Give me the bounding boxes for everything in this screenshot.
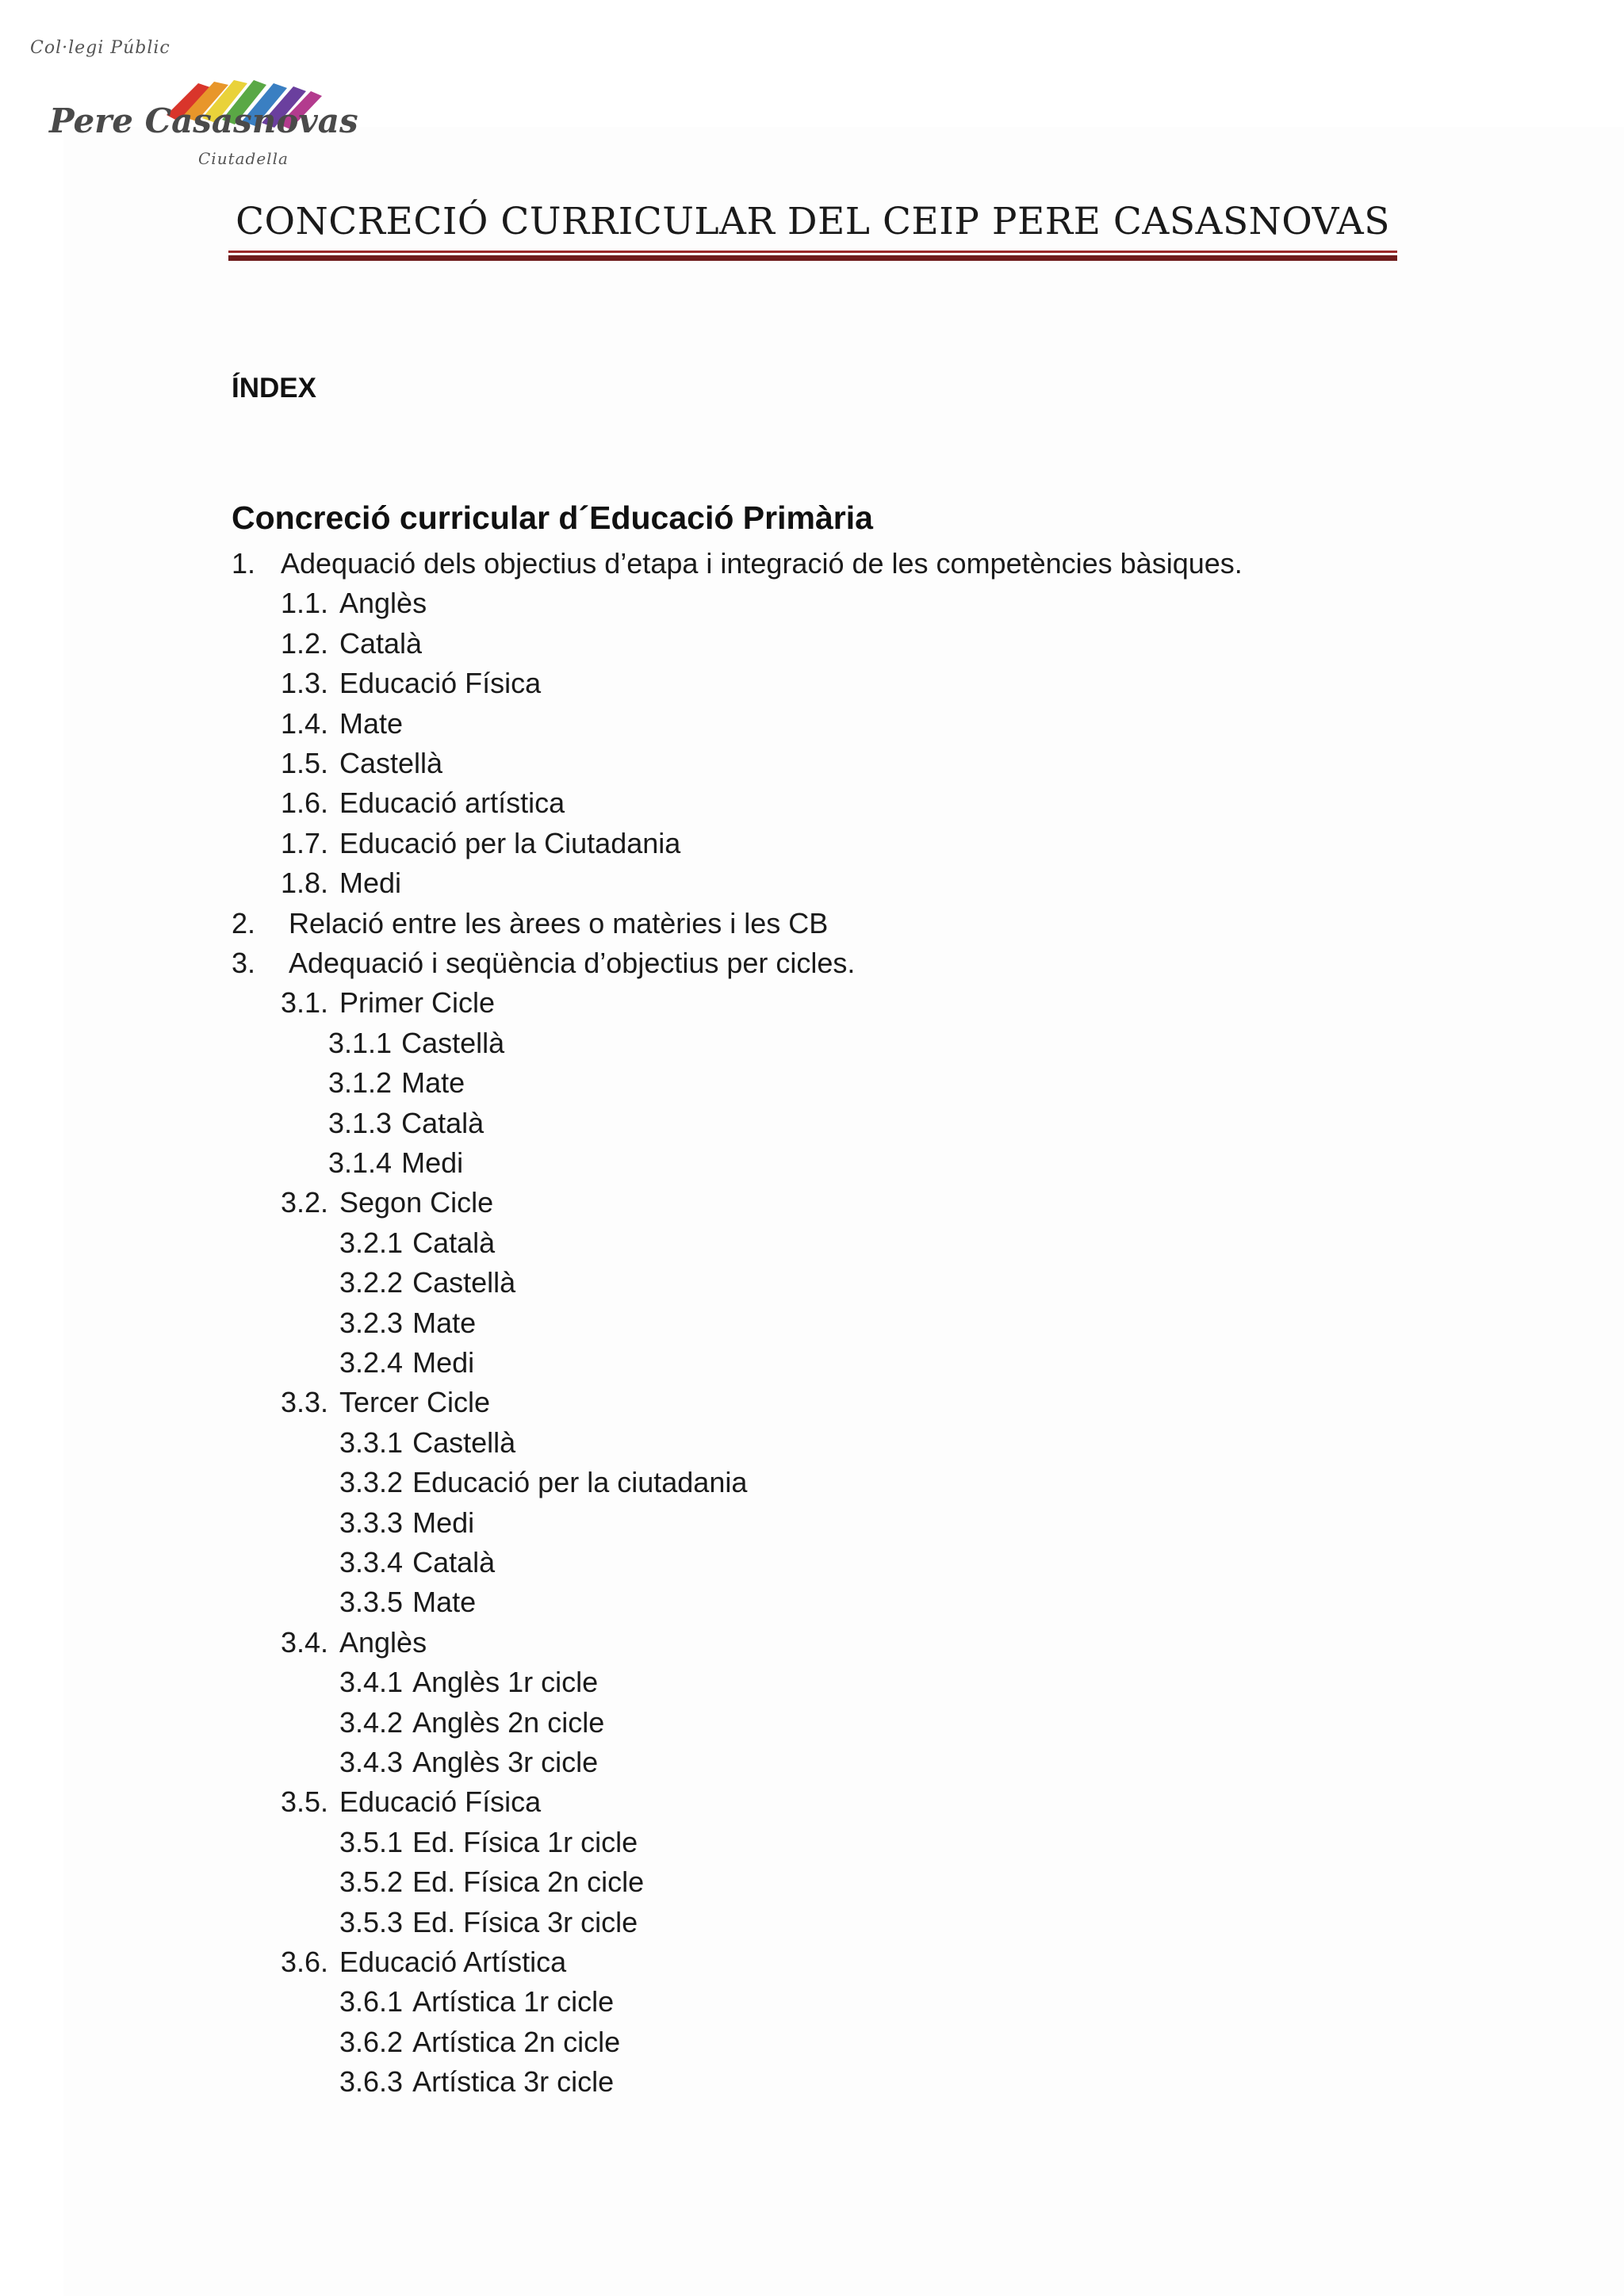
toc-entry-number: 3.3.3 bbox=[339, 1506, 404, 1539]
toc-entry bbox=[339, 1903, 638, 1942]
toc-entry-number: 3.4.3 bbox=[339, 1746, 404, 1778]
toc-entry-label: Educació artística bbox=[339, 786, 565, 820]
toc-entry bbox=[281, 1782, 541, 1822]
toc-entry bbox=[339, 1982, 614, 2022]
school-logo bbox=[24, 32, 358, 174]
toc-entry-label: Castellà bbox=[412, 1266, 516, 1299]
toc-entry bbox=[339, 1463, 747, 1502]
toc-entry bbox=[232, 943, 855, 983]
toc-entry-label: Educació per la ciutadania bbox=[412, 1466, 748, 1499]
toc-entry-label: Artística 3r cicle bbox=[412, 2065, 615, 2099]
toc-entry-label: Anglès bbox=[339, 1625, 427, 1659]
toc-entry-number: 3.4.1 bbox=[339, 1666, 404, 1699]
toc-entry-label: Català bbox=[401, 1106, 485, 1139]
toc-entry-label: Mate bbox=[339, 706, 404, 740]
toc-entry bbox=[328, 1104, 484, 1143]
toc-entry bbox=[339, 1543, 495, 1582]
document-title: CONCRECIÓ CURRICULAR DEL CEIP PERE CASASNOVAS bbox=[236, 200, 1390, 243]
toc-entry-number: 1.6. bbox=[281, 786, 329, 820]
toc-entry-label: Adequació i seqüència d’objectius per cicles. bbox=[289, 947, 856, 979]
toc-entry-label: Castellà bbox=[412, 1425, 516, 1459]
toc-entry-number: 3.6.3 bbox=[339, 2065, 404, 2099]
toc-entry-label: Educació per la Ciutadania bbox=[339, 826, 681, 859]
toc-entry bbox=[328, 1143, 463, 1183]
logo-main-text: Pere Casasnovas bbox=[49, 101, 358, 140]
toc-entry-label: Anglès bbox=[339, 587, 427, 620]
toc-entry-number: 3.5.3 bbox=[339, 1905, 404, 1938]
toc-entry bbox=[232, 544, 1243, 584]
toc-entry-label: Anglès 3r cicle bbox=[412, 1746, 599, 1778]
toc-entry-number: 3.3.2 bbox=[339, 1466, 404, 1499]
toc-entry-number: 3.1.4 bbox=[328, 1146, 393, 1179]
toc-entry-label: Primer Cicle bbox=[339, 986, 496, 1020]
toc-entry-number: 1.7. bbox=[281, 826, 329, 859]
toc-entry-number: 3.6. bbox=[281, 1946, 329, 1978]
toc-entry-number: 1. bbox=[232, 547, 256, 580]
toc-entry bbox=[281, 983, 495, 1023]
toc-entry-number: 3.6.1 bbox=[339, 1985, 404, 2019]
toc-entry-number: 3.1.1 bbox=[328, 1026, 393, 1059]
toc-entry-number: 1.8. bbox=[281, 867, 329, 900]
toc-entry-number: 3.2.3 bbox=[339, 1306, 404, 1339]
toc-entry bbox=[281, 1623, 427, 1663]
toc-entry bbox=[339, 1582, 476, 1622]
toc-entry bbox=[339, 1503, 474, 1543]
toc-entry-label: Segon Cicle bbox=[339, 1186, 494, 1219]
toc-entry-number: 3.4.2 bbox=[339, 1705, 404, 1739]
toc-entry bbox=[328, 1024, 504, 1063]
toc-entry bbox=[281, 1183, 493, 1223]
toc-entry-label: Ed. Física 3r cicle bbox=[412, 1905, 638, 1938]
logo-sub-text: Ciutadella bbox=[198, 149, 289, 168]
toc-entry-label: Tercer Cicle bbox=[339, 1386, 491, 1419]
toc-entry bbox=[328, 1063, 465, 1103]
toc-entry-number: 3.3. bbox=[281, 1386, 329, 1419]
toc-entry bbox=[281, 704, 403, 744]
toc-entry-label: Ed. Física 2n cicle bbox=[412, 1866, 645, 1899]
toc-entry-number: 3.1.3 bbox=[328, 1106, 393, 1139]
toc-entry-number: 3.4. bbox=[281, 1625, 329, 1659]
toc-entry-label: Relació entre les àrees o matèries i les CB bbox=[289, 906, 829, 939]
toc-entry-label: Anglès 1r cicle bbox=[412, 1666, 599, 1699]
toc-entry-number: 3.3.4 bbox=[339, 1546, 404, 1578]
toc-entry bbox=[281, 1383, 490, 1422]
toc-entry-number: 3.1. bbox=[281, 986, 329, 1020]
toc-entry bbox=[281, 744, 442, 783]
toc-entry bbox=[339, 2062, 614, 2102]
toc-entry bbox=[339, 1343, 474, 1383]
toc-entry-label: Medi bbox=[339, 867, 402, 900]
toc-entry-label: Artística 1r cicle bbox=[412, 1985, 615, 2019]
toc-entry-label: Educació Física bbox=[339, 1785, 542, 1819]
toc-entry bbox=[281, 1942, 566, 1982]
toc-entry-number: 3.1.2 bbox=[328, 1066, 393, 1100]
index-heading: ÍNDEX bbox=[232, 373, 316, 404]
toc-entry bbox=[339, 2022, 620, 2062]
title-rule-thick bbox=[228, 255, 1397, 261]
toc-entry-label: Català bbox=[412, 1546, 496, 1578]
toc-entry bbox=[281, 783, 565, 823]
toc-entry-label: Mate bbox=[401, 1066, 465, 1100]
toc-entry-label: Adequació dels objectius d’etapa i integració de les competències bàsiques. bbox=[281, 547, 1243, 580]
toc-entry-label: Mate bbox=[412, 1306, 477, 1339]
toc-entry bbox=[281, 584, 427, 623]
toc-entry-label: Català bbox=[412, 1226, 496, 1259]
toc-entry bbox=[281, 824, 680, 863]
toc-entry-label: Artística 2n cicle bbox=[412, 2025, 621, 2058]
logo-top-text: Col·legi Públic bbox=[30, 38, 170, 58]
toc-entry-number: 3.2.4 bbox=[339, 1346, 404, 1379]
toc-entry bbox=[281, 664, 541, 703]
toc-entry bbox=[339, 1862, 644, 1902]
toc-entry bbox=[339, 1663, 598, 1702]
toc-entry-label: Medi bbox=[412, 1346, 475, 1379]
toc-entry bbox=[281, 863, 401, 903]
toc-entry-number: 2. bbox=[232, 906, 256, 939]
toc-entry bbox=[339, 1303, 476, 1343]
toc-entry bbox=[339, 1823, 638, 1862]
toc-entry-label: Educació Artística bbox=[339, 1946, 567, 1978]
toc-entry bbox=[339, 1703, 604, 1743]
toc-entry-number: 3.3.5 bbox=[339, 1586, 404, 1619]
toc-entry bbox=[339, 1223, 495, 1263]
toc-entry-number: 3.3.1 bbox=[339, 1425, 404, 1459]
toc-entry-number: 1.1. bbox=[281, 587, 329, 620]
toc-entry-number: 1.5. bbox=[281, 747, 329, 779]
toc-entry-number: 1.3. bbox=[281, 667, 329, 700]
toc-entry-number: 3.5.2 bbox=[339, 1866, 404, 1899]
toc-entry-label: Castellà bbox=[401, 1026, 505, 1059]
toc-entry-number: 1.2. bbox=[281, 626, 329, 660]
toc-entry bbox=[339, 1263, 515, 1303]
toc-entry-label: Medi bbox=[412, 1506, 475, 1539]
toc-entry bbox=[281, 624, 422, 664]
toc-entry-number: 3.2. bbox=[281, 1186, 329, 1219]
toc-entry-number: 3.6.2 bbox=[339, 2025, 404, 2058]
toc-entry-label: Català bbox=[339, 626, 423, 660]
toc-entry-label: Anglès 2n cicle bbox=[412, 1705, 605, 1739]
toc-entry-number: 3.5. bbox=[281, 1785, 329, 1819]
toc-entry-number: 3.2.1 bbox=[339, 1226, 404, 1259]
section-heading: Concreció curricular d´Educació Primària bbox=[232, 499, 873, 536]
toc-entry-label: Mate bbox=[412, 1586, 477, 1619]
toc-entry-label: Castellà bbox=[339, 747, 443, 779]
toc-entry-number: 3. bbox=[232, 947, 256, 979]
toc-entry-label: Ed. Física 1r cicle bbox=[412, 1825, 638, 1858]
title-rule bbox=[228, 251, 1397, 253]
toc-entry bbox=[232, 904, 828, 943]
toc-entry-number: 3.5.1 bbox=[339, 1825, 404, 1858]
toc-entry bbox=[339, 1423, 515, 1463]
toc-entry-number: 1.4. bbox=[281, 706, 329, 740]
toc-entry bbox=[339, 1743, 598, 1782]
toc-entry-label: Educació Física bbox=[339, 667, 542, 700]
toc-entry-number: 3.2.2 bbox=[339, 1266, 404, 1299]
toc-entry-label: Medi bbox=[401, 1146, 464, 1179]
